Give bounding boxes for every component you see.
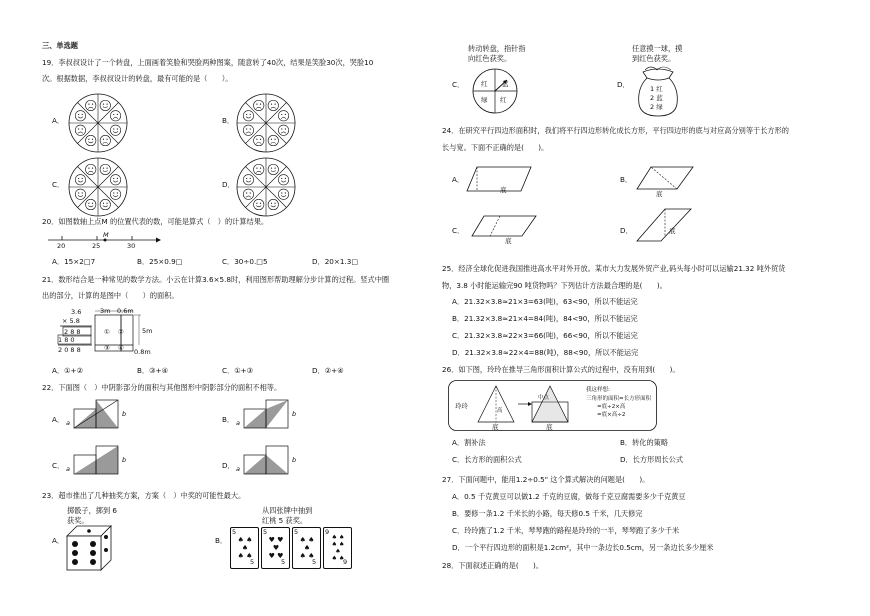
q26-option-d[interactable]: D．长方形周长公式 — [620, 455, 684, 464]
heart-icons: ♥ ♥ ♥ ♥ ♥ — [268, 536, 284, 560]
q19-option-c[interactable]: C． — [52, 180, 65, 189]
q24-line2: 长与宽。下面不正确的是( )。 — [442, 143, 549, 152]
q25-option-c[interactable]: C．21.32×3.8≈22×3=66(吨)，66<90，所以不能运完 — [452, 331, 638, 340]
smiley-face-icon — [100, 100, 110, 110]
smiley-face-icon — [110, 189, 120, 199]
calc-line-4: 1 8 0 — [58, 336, 75, 344]
card-rank-bottom: 5 — [281, 558, 286, 566]
q26-option-b[interactable]: B．转化的策略 — [620, 438, 669, 447]
card-rank-bottom: 5 — [250, 558, 255, 566]
q26-stem: 26．如下图，玲玲在推导三角形面积计算公式的过程中，没有用到( )。 — [442, 365, 680, 374]
calc-line-3: 2 8 8 — [64, 328, 81, 336]
q26-figure-frame — [448, 380, 658, 432]
q23-option-b[interactable]: B． — [215, 536, 228, 545]
q25-option-a[interactable]: A．21.32×3.8≈21×3=63(吨)，63<90，所以不能运完 — [452, 297, 638, 306]
fig-height: 高 — [497, 408, 503, 414]
wheel-blue: 蓝 — [502, 80, 509, 88]
q21-option-c[interactable]: C．①+③ — [222, 366, 254, 375]
wheel-green: 绿 — [481, 96, 488, 104]
q25-option-b[interactable]: B．21.32×3.8≈21×4=84(吨)，84<90，所以不能运完 — [452, 314, 638, 323]
q23-option-a[interactable]: A． — [52, 536, 65, 545]
person-label: 玲玲 — [455, 402, 468, 410]
q23-b-caption-1: 从四张牌中抽到 — [262, 506, 313, 515]
q23d-caption-2: 到红色获奖。 — [632, 54, 676, 63]
q23-a-caption-2: 获奖。 — [67, 516, 89, 525]
q19-option-a[interactable]: A． — [52, 116, 65, 125]
crying-face-icon — [243, 125, 253, 135]
dim-0-6m: 0.6m — [117, 307, 134, 315]
card-rank: 5 — [232, 528, 237, 536]
point-m: M — [103, 231, 109, 239]
q24-option-b[interactable]: B． — [620, 175, 633, 184]
wheel-red-1: 红 — [481, 80, 488, 88]
q23-option-d[interactable]: D． — [617, 80, 630, 89]
label-a-3: a — [66, 465, 70, 473]
dim-5m: 5m — [142, 327, 153, 335]
wheel-red-2: 红 — [500, 96, 507, 104]
q19-option-d[interactable]: D． — [222, 180, 235, 189]
crying-face-icon — [86, 164, 96, 174]
bag-green: 2 绿 — [650, 103, 663, 111]
dice-icon — [65, 524, 115, 572]
fig-note-line2: =底÷2×高 — [597, 404, 626, 410]
tick-20: 20 — [57, 242, 66, 250]
smiley-face-icon — [86, 135, 96, 145]
q23c-caption-1: 转动转盘，指针指 — [468, 44, 526, 53]
crying-face-icon — [254, 100, 264, 110]
smiley-face-icon — [100, 164, 110, 174]
crying-face-icon — [254, 135, 264, 145]
crying-face-icon — [243, 189, 253, 199]
q24-d-base: 底 — [669, 227, 676, 235]
smiley-face-icon — [243, 111, 253, 121]
q24-option-a[interactable]: A． — [452, 175, 465, 184]
q20-stem: 20．如图数轴上点M 的位置代表的数，可能是算式（ ）的计算结果。 — [42, 217, 269, 226]
smiley-face-icon — [243, 175, 253, 185]
card-rank: 9 — [325, 528, 330, 536]
q25-line1: 25．经济全球化促进我国推进高水平对外开放。某市大力发展外贸产业,码头每小时可以运输21.32 吨外贸货 — [442, 264, 786, 273]
fig-note-line1: 三角形的面积=长方形面积 — [586, 396, 652, 402]
region-1: ① — [104, 328, 110, 336]
q21-option-d[interactable]: D．②+④ — [312, 366, 344, 375]
q27-option-a[interactable]: A．0.5 千克黄豆可以做1.2 千克的豆腐，做每千克豆腐需要多少千克黄豆 — [452, 492, 686, 501]
q24-line1: 24．在研究平行四边形面积时，我们将平行四边形转化成长方形，平行四边形的底与对应高分别等于长方形的 — [442, 126, 789, 135]
q24-parallelogram-d — [635, 207, 693, 245]
q20-option-c[interactable]: C．30÷0.□5 — [222, 257, 268, 266]
q24-parallelogram-c — [470, 214, 538, 240]
crying-face-icon — [254, 164, 264, 174]
crying-face-icon — [100, 135, 110, 145]
q22-option-a[interactable]: A． — [52, 415, 65, 424]
q21-line2: 出的部分，计算的是图中（ ）的面积。 — [42, 291, 179, 300]
q23-a-caption-1: 掷骰子，掷到 6 — [67, 506, 117, 515]
crying-face-icon — [278, 125, 288, 135]
smiley-face-icon — [268, 199, 278, 209]
smiley-face-icon — [75, 175, 85, 185]
q22-option-c[interactable]: C． — [52, 461, 65, 470]
q19-wheel-d — [235, 156, 297, 218]
q21-line1: 21．数形结合是一种常见的数学方法。小云在计算3.6×5.8时，利用图形帮助理解分步计算的过程。竖式中圈 — [42, 275, 390, 284]
crying-face-icon — [278, 111, 288, 121]
q24-option-d[interactable]: D． — [620, 226, 633, 235]
card-rank: 5 — [263, 528, 268, 536]
card-rank-bottom: 5 — [312, 558, 317, 566]
q19-wheel-a — [67, 92, 129, 154]
smiley-face-icon — [278, 175, 288, 185]
region-3: ③ — [104, 344, 110, 352]
q23c-spinner-wheel — [470, 66, 520, 116]
playing-card-heart-5 — [261, 527, 290, 569]
playing-card-spade-9 — [323, 527, 352, 569]
q24-a-base: 底 — [500, 186, 507, 194]
q22-option-b[interactable]: B． — [222, 415, 235, 424]
dim-3m: 3m — [100, 307, 111, 315]
section-title: 三、单选题 — [42, 41, 78, 50]
q21-option-b[interactable]: B．③+④ — [137, 366, 169, 375]
q19-wheel-b — [235, 92, 297, 154]
card-rank-bottom: 9 — [343, 558, 348, 566]
label-b-3: b — [122, 456, 127, 464]
label-a-1: a — [66, 419, 70, 427]
calc-line-2: × 5.8 — [62, 317, 80, 325]
smiley-face-icon — [268, 164, 278, 174]
region-4: ④ — [118, 344, 124, 352]
q26-option-c[interactable]: C．长方形的面积公式 — [452, 455, 522, 464]
q25-option-d[interactable]: D．21.32×3.8≈22×4=88(吨)，88<90，所以不能运完 — [452, 348, 639, 357]
fig-note-title: 我这样想: — [586, 387, 610, 393]
q19-line2: 次。根据数据，李叔叔设计的转盘，最有可能的是（ ）。 — [42, 74, 233, 83]
label-a-2: a — [236, 419, 240, 427]
spade-icons: ♠ ♠ ♠ ♠ ♠ — [299, 536, 315, 560]
playing-card-spade-5 — [230, 527, 259, 569]
dim-0-8m: 0.8m — [134, 348, 151, 356]
calc-line-1: 3.6 — [71, 308, 82, 316]
q27-option-b[interactable]: B．要修一条1.2 千米长的小路，每天修0.5 千米，几天修完 — [452, 509, 643, 518]
playing-card-spade-5b — [292, 527, 321, 569]
smiley-face-icon — [110, 125, 120, 135]
tick-30: 30 — [127, 242, 136, 250]
q27-stem: 27．下面问题中，能用1.2÷0.5" 这个算式解决的问题是( )。 — [442, 475, 650, 484]
q28-stem: 28．下面叙述正确的是( )。 — [442, 561, 544, 570]
q19-line1: 19．李叔叔设计了一个转盘，上面画着笑脸和哭脸两种图案，随意转了40次，结果是笑脸30次，哭脸10 — [42, 58, 374, 67]
q21-option-a[interactable]: A．①+② — [52, 366, 84, 375]
q25-line2: 物，3.8 小时能运输完90 吨货物吗？下列估计方法最合理的是( )。 — [442, 281, 667, 290]
crying-face-icon — [86, 100, 96, 110]
crying-face-icon — [268, 100, 278, 110]
smiley-face-icon — [75, 111, 85, 121]
q24-option-c[interactable]: C． — [452, 226, 465, 235]
spade-icons: ♠ ♠ ♠ ♠ ♠ ♠ ♠ — [331, 534, 345, 562]
q20-option-b[interactable]: B．25×0.9□ — [137, 257, 183, 266]
fig-note-line3: =底×高÷2 — [597, 412, 626, 418]
q20-option-d[interactable]: D．20×1.3□ — [312, 257, 359, 266]
midpoint-label: 中点 — [538, 395, 550, 401]
tick-25: 25 — [92, 242, 101, 250]
q24-b-base: 底 — [656, 190, 663, 198]
bag-blue: 2 蓝 — [650, 94, 663, 102]
q19-option-b[interactable]: B． — [222, 116, 235, 125]
q23c-caption-2: 向红色获奖。 — [468, 54, 512, 63]
label-a-4: a — [236, 465, 240, 473]
spade-icons: ♠ ♠ ♠ ♠ ♠ — [237, 536, 253, 560]
q19-wheel-c — [67, 156, 129, 218]
q24-c-base: 底 — [505, 237, 512, 245]
card-rank: 5 — [294, 528, 299, 536]
q26-option-a[interactable]: A．割补法 — [452, 438, 486, 447]
smiley-face-icon — [75, 189, 85, 199]
smiley-face-icon — [100, 199, 110, 209]
q23-option-c[interactable]: C． — [452, 80, 465, 89]
vertical-calc-lines — [56, 305, 96, 355]
q23-b-caption-2: 红桃 5 获奖。 — [262, 516, 308, 525]
q22-stem: 22．下面图（ ）中阴影部分的面积与其他图形中阴影部分的面积不相等。 — [42, 383, 282, 392]
q27-option-d[interactable]: D．一个平行四边形的面积是1.2cm²，其中一条边长0.5cm，另一条边长多少厘米 — [452, 543, 714, 552]
smiley-face-icon — [278, 189, 288, 199]
q27-option-c[interactable]: C．玲玲跑了1.2 千米，琴琴跑的路程是玲玲的一半，琴琴跑了多少千米 — [452, 526, 680, 535]
q24-parallelogram-b — [635, 165, 697, 195]
crying-face-icon — [75, 125, 85, 135]
q23-stem: 23．超市推出了几种抽奖方案，方案（ ）中奖的可能性最大。 — [42, 491, 246, 500]
fig-base-1: 底 — [492, 423, 499, 431]
smiley-face-icon — [86, 199, 96, 209]
region-2: ② — [118, 328, 124, 336]
label-b-4: b — [292, 456, 297, 464]
calc-line-5: 2 0 8 8 — [58, 346, 81, 354]
smiley-face-icon — [254, 199, 264, 209]
crying-face-icon — [268, 135, 278, 145]
fig-base-2: 底 — [546, 423, 553, 431]
label-b-2: b — [292, 410, 297, 418]
crying-face-icon — [110, 111, 120, 121]
label-b-1: b — [122, 410, 127, 418]
q20-option-a[interactable]: A．15×2□7 — [52, 257, 96, 266]
bag-red: 1 红 — [650, 85, 663, 93]
smiley-face-icon — [110, 175, 120, 185]
q23d-caption-1: 任意摸一球，摸 — [632, 44, 683, 53]
q22-option-d[interactable]: D． — [222, 461, 235, 470]
